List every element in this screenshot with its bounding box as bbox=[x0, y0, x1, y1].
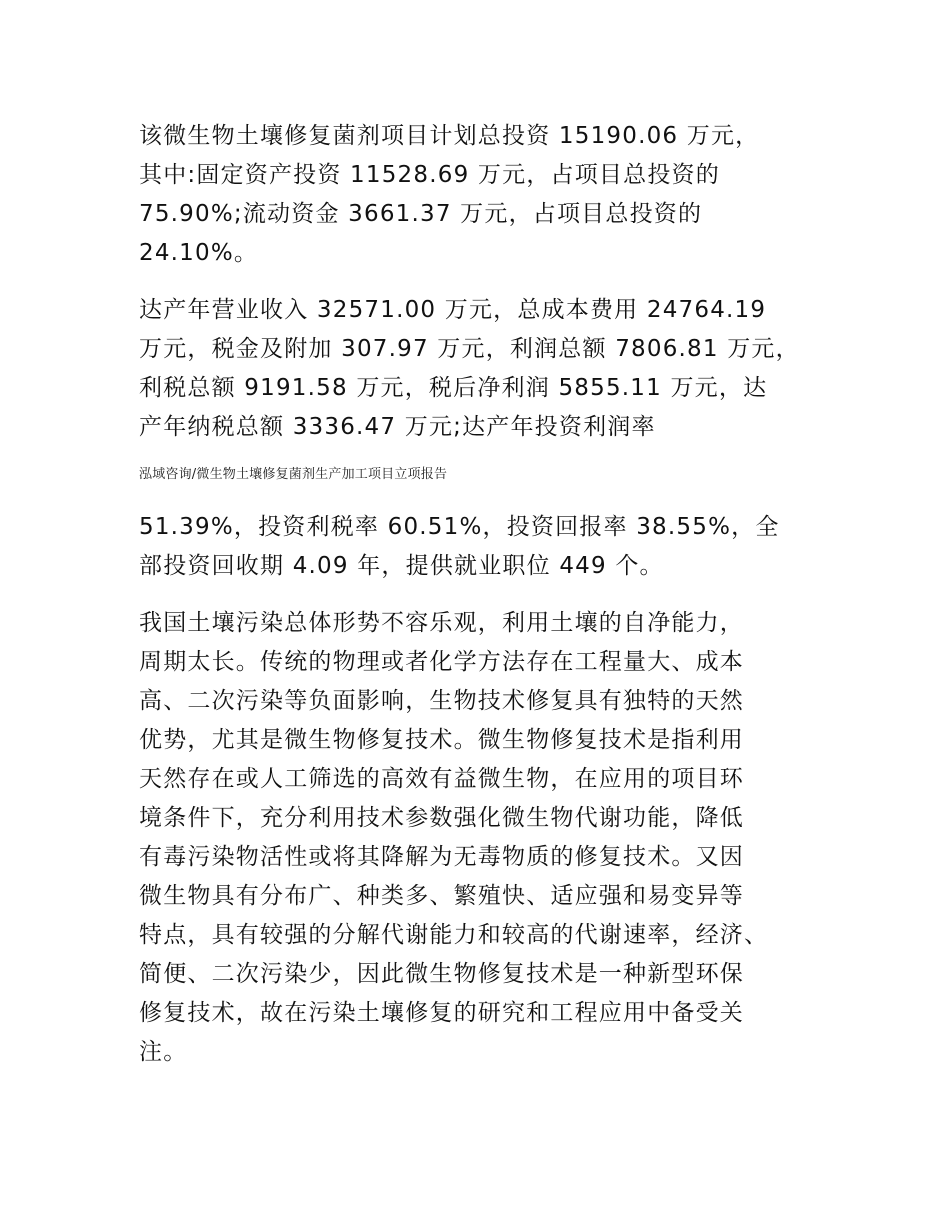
text-line: 修复技术，故在污染土壤修复的研究和工程应用中备受关 bbox=[139, 1000, 744, 1026]
running-header: 泓域咨询/微生物土壤修复菌剂生产加工项目立项报告 bbox=[139, 467, 448, 482]
paragraph-investment bbox=[139, 117, 819, 273]
paragraph-returns bbox=[139, 508, 819, 586]
text-line: 周期太长。传统的物理或者化学方法存在工程量大、成本 bbox=[139, 649, 744, 675]
text-line: 简便、二次污染少，因此微生物修复技术是一种新型环保 bbox=[139, 961, 744, 987]
text-line: 产年纳税总额 3336.47 万元;达产年投资利润率 bbox=[139, 414, 656, 440]
text-line: 利税总额 9191.58 万元，税后净利润 5855.11 万元，达 bbox=[139, 375, 768, 401]
text-line: 境条件下，充分利用技术参数强化微生物代谢功能，降低 bbox=[139, 805, 744, 831]
text-line: 特点，具有较强的分解代谢能力和较高的代谢速率，经济、 bbox=[139, 922, 769, 948]
text-line: 达产年营业收入 32571.00 万元，总成本费用 24764.19 bbox=[139, 297, 767, 323]
text-line: 万元，税金及附加 307.97 万元，利润总额 7806.81 万元， bbox=[139, 336, 800, 362]
text-line: 有毒污染物活性或将其降解为无毒物质的修复技术。又因 bbox=[139, 844, 744, 870]
text-line: 微生物具有分布广、种类多、繁殖快、适应强和易变异等 bbox=[139, 883, 744, 909]
text-line: 我国土壤污染总体形势不容乐观，利用土壤的自净能力， bbox=[139, 610, 744, 636]
text-line: 天然存在或人工筛选的高效有益微生物，在应用的项目环 bbox=[139, 766, 744, 792]
paragraph-revenue bbox=[139, 291, 819, 447]
text-line: 高、二次污染等负面影响，生物技术修复具有独特的天然 bbox=[139, 688, 744, 714]
text-line: 部投资回收期 4.09 年，提供就业职位 449 个。 bbox=[139, 553, 664, 579]
text-line: 注。 bbox=[139, 1039, 188, 1065]
text-line: 其中:固定资产投资 11528.69 万元，占项目总投资的 bbox=[139, 162, 720, 188]
paragraph-background bbox=[139, 604, 819, 1072]
text-line: 75.90%;流动资金 3661.37 万元，占项目总投资的 bbox=[139, 201, 703, 227]
text-line: 51.39%，投资利税率 60.51%，投资回报率 38.55%，全 bbox=[139, 514, 780, 540]
text-line: 该微生物土壤修复菌剂项目计划总投资 15190.06 万元， bbox=[139, 123, 760, 149]
text-line: 优势，尤其是微生物修复技术。微生物修复技术是指利用 bbox=[139, 727, 744, 753]
text-line: 24.10%。 bbox=[139, 240, 259, 266]
